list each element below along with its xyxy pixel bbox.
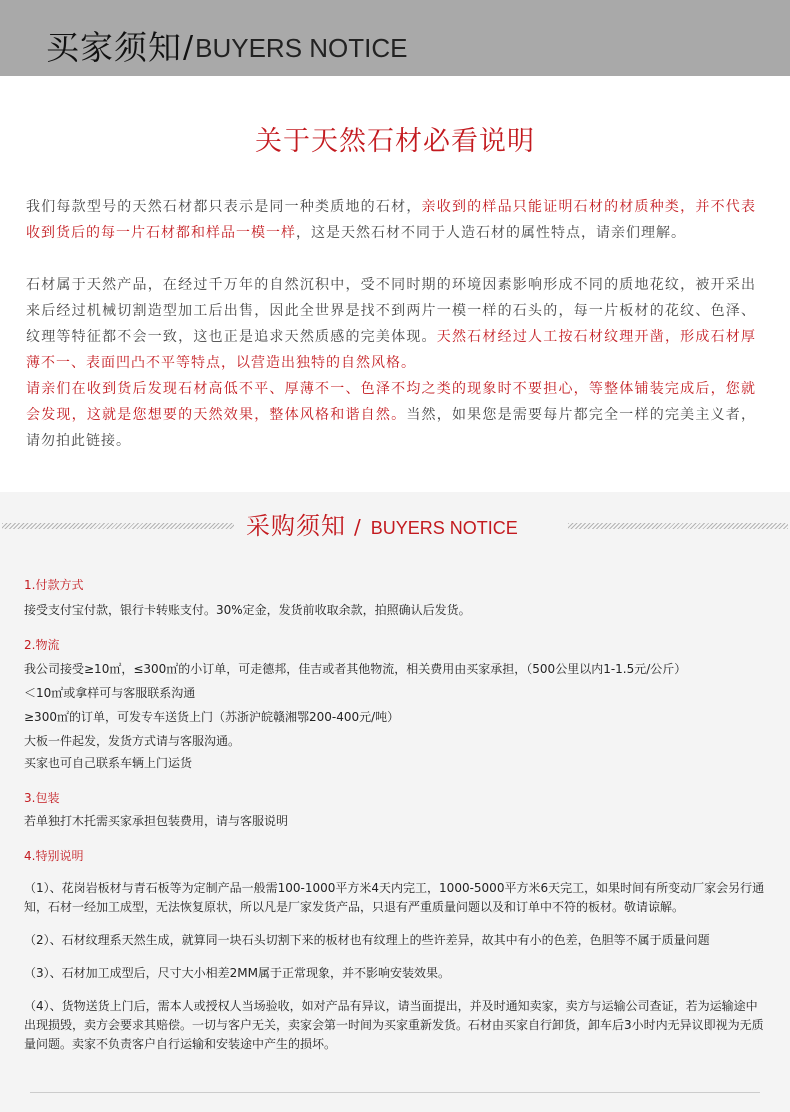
special-item: （1）、花岗岩板材与青石板等为定制产品一般需100-1000平方米4天内完工，1000-5000平方米6天完工，如果时间有所变动厂家会另行通知，石材一经加工成型，无法恢复原状，所以凡是厂家发货产品，只退有严重质量问题以及和订单中不符的板材。敬请谅解。 <box>24 881 765 914</box>
header-title-en: BUYERS NOTICE <box>195 33 408 63</box>
p1-text-c: ，这是天然石材不同于人造石材的属性特点，请亲们理解。 <box>296 225 686 241</box>
logistics-line: 买家也可自己联系车辆上门运货 <box>24 756 193 770</box>
purchase-notice-title <box>246 506 518 541</box>
special-item: （2）、石材纹理系天然生成，就算同一块石头切割下来的板材也有纹理上的些许差异，故其中有小的色差，色胆等不属于质量问题 <box>24 933 710 947</box>
purchase-notice-section <box>0 492 790 1112</box>
special-item: （3）、石材加工成型后，尺寸大小相差2MM属于正常现象，并不影响安装效果。 <box>24 966 450 980</box>
stone-notice-title: 关于天然石材必看说明 <box>255 126 535 157</box>
logistics-line: 我公司接受≥10㎡，≤300㎡的小订单，可走德邦，佳吉或者其他物流，相关费用由买家承担，（500公里以内1-1.5元/公斤） <box>24 662 687 676</box>
p2-text-a: 石材属于天然产品，在经过千万年的自然沉积中，受不同时期的环境因素影响形成不同的质地花纹，被开采出来后经过机械切割造型加工后出售，因此全世界是找不到两片一模一样的石头的，每一片板材的花纹、色泽、纹理等特征都不会一致，这也正是追求天然质感的完美体现。 <box>26 277 756 345</box>
p3-text-b: 当然，如果您是需要每片都完全一样的完美主义者，请勿拍此链接。 <box>26 407 757 449</box>
purchase-notice-title-en: BUYERS NOTICE <box>370 518 518 538</box>
header-title-cn: 买家须知 <box>46 28 182 67</box>
special-item: （4）、货物送货上门后，需本人或授权人当场验收，如对产品有异议，请当面提出，并及时通知卖家，卖方与运输公司查证，若为运输途中出现损毁，卖方会要求其赔偿。一切与客户无关，卖家会第一时间为买家重新发货。石材由买家自行卸货，卸车后3小时内无异议即视为无质量问题。卖家不负责客户自行运输和安装途中产生的损坏。 <box>24 999 764 1051</box>
stone-notice-paragraph-1 <box>26 194 756 246</box>
header-slash: / <box>183 30 194 65</box>
packaging-heading: 3.包装 <box>24 791 60 805</box>
p1-text-highlight: 亲收到的样品只能证明石材的材质种类，并不代表收到货后的每一片石材都和样品一模一样 <box>26 199 756 241</box>
p2-text-highlight: 天然石材经过人工按石材纹理开凿，形成石材厚薄不一、表面凹凸不平等特点，以营造出独特的自然风格。 <box>26 329 757 371</box>
logistics-line: ＜10㎡或拿样可与客服联系沟通 <box>24 686 196 700</box>
purchase-notice-slash: / <box>354 515 361 539</box>
decorative-stripe-right <box>568 523 788 529</box>
stone-notice-paragraph-3 <box>26 376 756 454</box>
header-title <box>46 22 407 68</box>
payment-heading: 1.付款方式 <box>24 578 84 592</box>
stone-notice-section <box>0 76 790 496</box>
logistics-heading: 2.物流 <box>24 638 60 652</box>
p1-text-a: 我们每款型号的天然石材都只表示是同一种类质地的石材， <box>26 199 422 215</box>
logistics-line: ≥300㎡的订单，可发专车送货上门（苏浙沪皖赣湘鄂200-400元/吨） <box>24 710 400 724</box>
purchase-notice-title-cn: 采购须知 <box>246 512 346 540</box>
payment-text: 接受支付宝付款，银行卡转账支付。30%定金，发货前收取余款，拍照确认后发货。 <box>24 603 471 617</box>
bottom-divider <box>30 1092 760 1093</box>
p3-text-highlight: 请亲们在收到货后发现石材高低不平、厚薄不一、色泽不均之类的现象时不要担心，等整体铺装完成后，您就会发现，这就是您想要的天然效果，整体风格和谐自然。 <box>26 381 756 423</box>
special-heading: 4.特别说明 <box>24 849 84 863</box>
packaging-text: 若单独打木托需买家承担包装费用，请与客服说明 <box>24 814 289 828</box>
decorative-stripe-left <box>2 523 234 529</box>
stone-notice-paragraph-2 <box>26 272 756 376</box>
logistics-line: 大板一件起发，发货方式请与客服沟通。 <box>24 734 241 748</box>
header-bar <box>0 0 790 76</box>
